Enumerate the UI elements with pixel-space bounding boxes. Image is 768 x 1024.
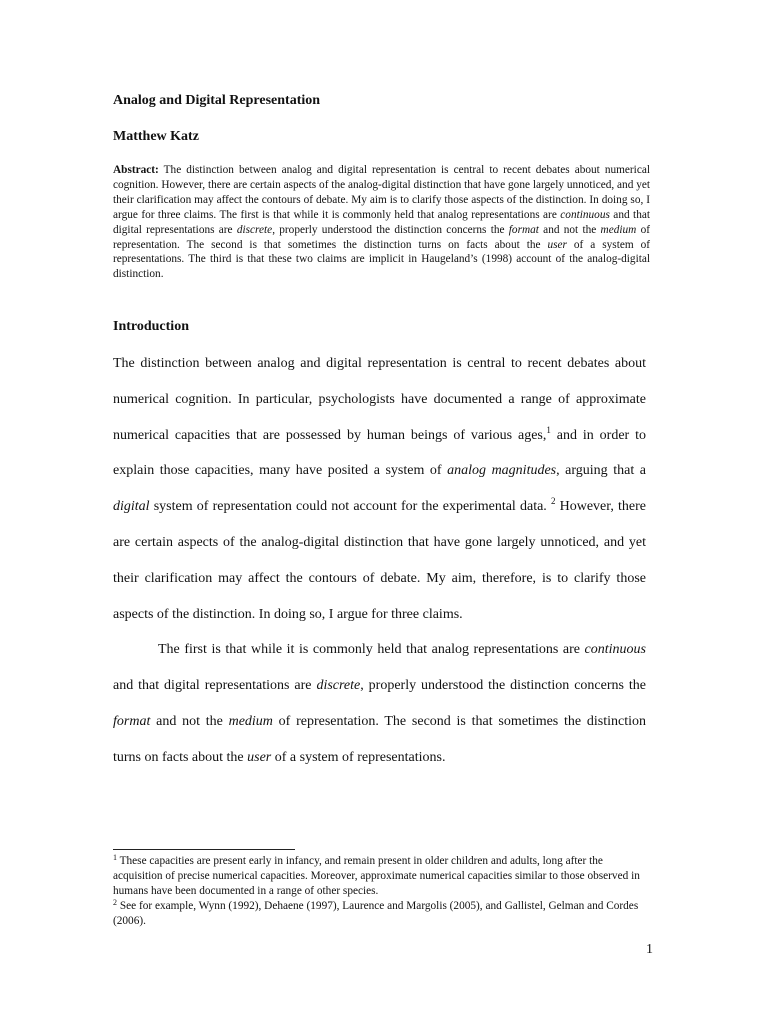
- abstract-label: Abstract:: [113, 164, 159, 176]
- body-text-run: , properly understood the distinction concerns the: [360, 678, 646, 694]
- abstract-emphasis: continuous: [560, 208, 610, 221]
- page-number: 1: [646, 942, 653, 957]
- paragraph-1: [113, 346, 646, 632]
- footnote-mark: 2: [113, 897, 117, 907]
- paragraph-2: [113, 632, 646, 775]
- footnote-text: See for example, Wynn (1992), Dehaene (1997), Laurence and Margolis (2005), and Gallistel, Gelman and Cordes (2006).: [113, 899, 639, 927]
- footnote-ref[interactable]: 1: [546, 424, 551, 435]
- body-emphasis: user: [247, 749, 272, 765]
- body-text-run: of representation. The second is that sometimes the distinction turns on facts about the: [113, 713, 646, 765]
- abstract-emphasis: medium: [600, 223, 637, 236]
- body-emphasis: analog magnitudes: [447, 463, 557, 479]
- paper-title: Analog and Digital Representation: [113, 93, 321, 108]
- body-emphasis: digital: [113, 499, 150, 515]
- abstract-text: of representation. The second is that sometimes the distinction turns on facts about the: [113, 223, 650, 251]
- abstract-text: and not the: [538, 223, 601, 236]
- footnote-1: [113, 854, 643, 899]
- abstract: [113, 163, 650, 282]
- body-text-run: The first is that while it is commonly held that analog representations are: [158, 642, 585, 658]
- body-text-run: The distinction between analog and digital representation is central to recent debates about numerical cognition. In particular, psychologists have documented a range of approximate numerical capacities that are possessed by human beings of various ages,: [113, 356, 646, 443]
- body-text: [113, 346, 646, 776]
- body-text-run: and that digital representations are: [113, 678, 317, 694]
- body-emphasis: format: [113, 713, 151, 729]
- body-text-run: and in order to explain those capacities, many have posited a system of: [113, 427, 647, 479]
- section-heading: Introduction: [113, 319, 189, 334]
- footnote-ref[interactable]: 2: [550, 496, 556, 507]
- abstract-text: and that digital representations are: [113, 208, 650, 236]
- body-emphasis: discrete: [316, 678, 361, 694]
- author-name: Matthew Katz: [113, 129, 199, 144]
- abstract-emphasis: discrete: [236, 223, 273, 236]
- abstract-text: The distinction between analog and digital representation is central to recent debates about numerical cognition. However, there are certain aspects of the analog-digital distinction that have gone largely unnoticed, and yet their clarification may affect the contours of debate. My aim is to clarify those aspects of the distinction. In doing so, I argue for three claims. The first is that while it is commonly held that analog representations are: [113, 164, 650, 221]
- body-text-run: However, there are certain aspects of the analog-digital distinction that have gone largely unnoticed, and yet their clarification may affect the contours of debate. My aim, therefore, is to clarify those aspects of the distinction. In doing so, I argue for three claims.: [113, 499, 646, 622]
- body-text-run: system of representation could not account for the experimental data.: [149, 499, 551, 515]
- footnote-divider: [113, 849, 295, 850]
- footnote-text: These capacities are present early in infancy, and remain present in older children and adults, long after the acquisition of precise numerical capacities. Moreover, approximate numerical capacities similar to those observed in humans have been documented in a range of other species.: [113, 855, 640, 897]
- body-text-run: of a system of representations.: [271, 749, 446, 765]
- body-emphasis: continuous: [584, 642, 646, 658]
- abstract-emphasis: format: [508, 223, 539, 236]
- abstract-text: , properly understood the distinction concerns the: [272, 223, 509, 236]
- body-text-run: , arguing that a: [556, 463, 646, 479]
- footnote-2: [113, 899, 643, 929]
- body-emphasis: medium: [228, 713, 273, 729]
- footnotes: [113, 854, 643, 929]
- footnote-mark: 1: [113, 853, 117, 862]
- body-text-run: and not the: [150, 713, 229, 729]
- abstract-emphasis: user: [547, 238, 567, 251]
- abstract-text: of a system of representations. The third is that these two claims are implicit in Haugeland’s (1998) account of the analog-digital distinction.: [113, 238, 651, 281]
